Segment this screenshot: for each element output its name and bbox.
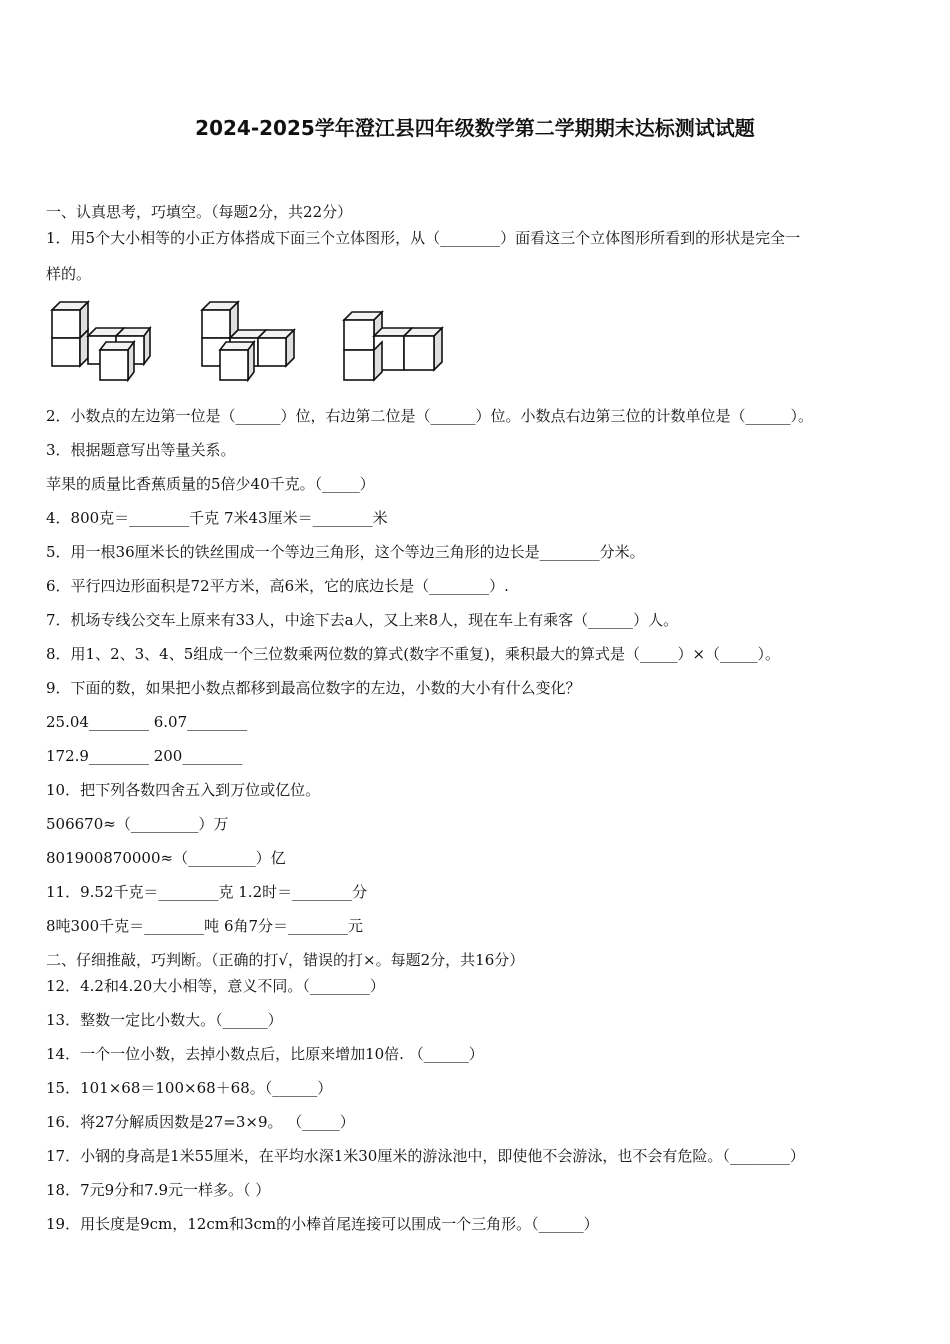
question-3: 3．根据题意写出等量关系。 <box>46 441 236 459</box>
question-9-row-1: 25.04________ 6.07________ <box>46 713 248 731</box>
question-2: 2．小数点的左边第一位是（______）位，右边第二位是（______）位。小数点右边第三位的计数单位是（______）。 <box>46 407 814 425</box>
question-10: 10．把下列各数四舍五入到万位或亿位。 <box>46 781 321 799</box>
question-4: 4．800克＝________千克 7米43厘米＝________米 <box>46 509 388 527</box>
question-11-row-1: 11．9.52千克＝________克 1.2时＝________分 <box>46 883 368 901</box>
question-7: 7．机场专线公交车上原来有33人，中途下去a人，又上来8人，现在车上有乘客（______）人。 <box>46 611 679 629</box>
cube-stack-figure-3-icon <box>340 296 460 386</box>
question-18: 18．7元9分和7.9元一样多。（ ） <box>46 1181 271 1199</box>
question-14: 14．一个一位小数，去掉小数点后，比原来增加10倍. （______） <box>46 1045 484 1063</box>
section-2-heading: 二、仔细推敲，巧判断。（正确的打√，错误的打×。每题2分，共16分） <box>46 951 525 969</box>
cube-stack-figure-2-icon <box>196 296 306 386</box>
question-16: 16．将27分解质因数是27=3×9。 （_____） <box>46 1113 355 1131</box>
question-9: 9．下面的数，如果把小数点都移到最高位数字的左边，小数的大小有什么变化？ <box>46 679 581 697</box>
question-19: 19．用长度是9cm，12cm和3cm的小棒首尾连接可以围成一个三角形。（______） <box>46 1215 599 1233</box>
question-8: 8．用1、2、3、4、5组成一个三位数乘两位数的算式(数字不重复)，乘积最大的算式是（_____）×（_____）。 <box>46 645 781 663</box>
question-1: 1．用5个大小相等的小正方体搭成下面三个立体图形，从（________）面看这三个立体图形所看到的形状是完全一 <box>46 229 801 247</box>
page-title: 2024-2025学年澄江县四年级数学第二学期期末达标测试试题 <box>195 116 755 140</box>
question-3-statement: 苹果的质量比香蕉质量的5倍少40千克。（_____） <box>46 475 375 493</box>
section-1-heading: 一、认真思考，巧填空。（每题2分，共22分） <box>46 203 353 221</box>
question-10-item-1: 506670≈（_________）万 <box>46 815 229 833</box>
question-13: 13．整数一定比小数大。（______） <box>46 1011 283 1029</box>
question-12: 12．4.2和4.20大小相等，意义不同。（________） <box>46 977 385 995</box>
question-1-continued: 样的。 <box>46 265 92 283</box>
question-15: 15．101×68＝100×68＋68。（______） <box>46 1079 333 1097</box>
question-6: 6．平行四边形面积是72平方米，高6米，它的底边长是（________）. <box>46 577 509 595</box>
question-10-item-2: 801900870000≈（_________）亿 <box>46 849 286 867</box>
cube-stack-figure-1-icon <box>46 296 156 386</box>
question-9-row-2: 172.9________ 200________ <box>46 747 243 765</box>
question-11-row-2: 8吨300千克＝________吨 6角7分＝________元 <box>46 917 364 935</box>
question-5: 5．用一根36厘米长的铁丝围成一个等边三角形，这个等边三角形的边长是________分米。 <box>46 543 645 561</box>
question-17: 17．小钢的身高是1米55厘米，在平均水深1米30厘米的游泳池中，即使他不会游泳，也不会有危险。（________） <box>46 1147 805 1165</box>
